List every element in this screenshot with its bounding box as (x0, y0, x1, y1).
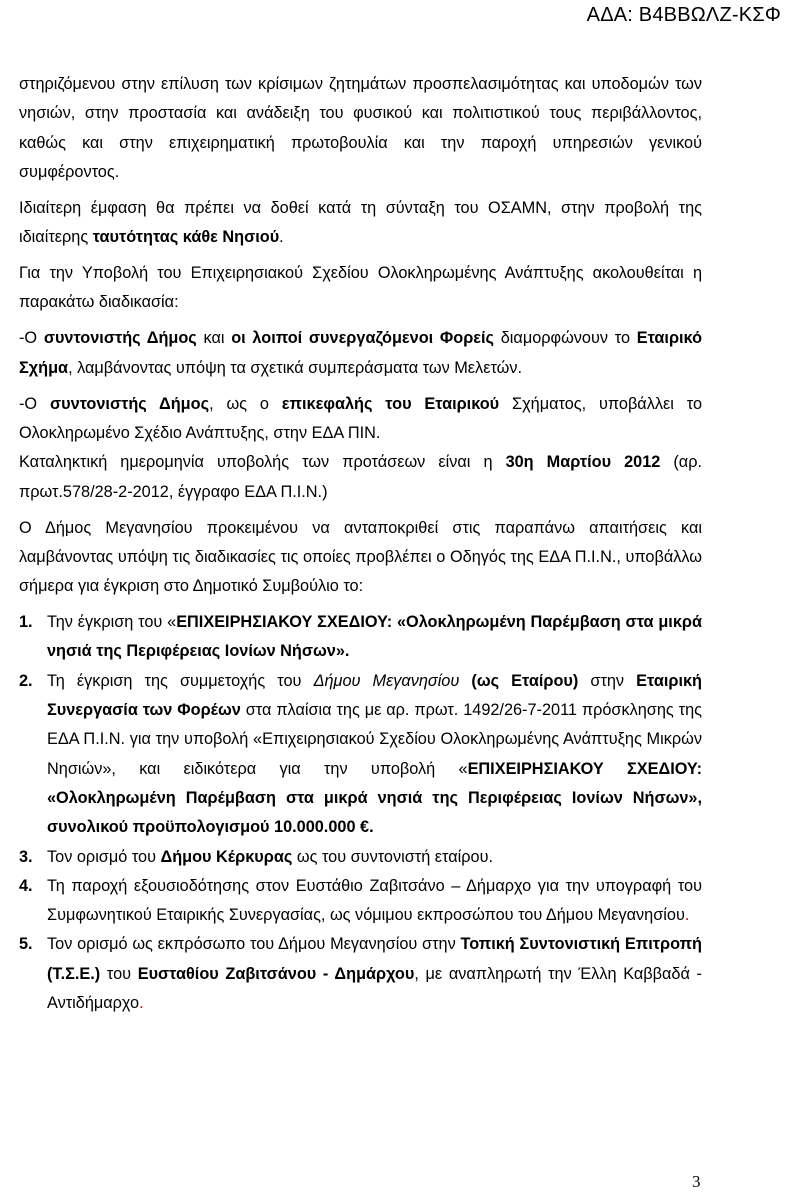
list-item-text (47, 608, 702, 667)
list-item-text (47, 872, 702, 931)
list-number: 1. (19, 613, 33, 632)
p4-text-3: διαμορφώνουν το (494, 329, 637, 348)
i2-text-1: Τη έγκριση της συμμετοχής του (47, 671, 314, 690)
i5-red-period: . (139, 994, 144, 1013)
p4-text-4: , λαμβάνοντας υπόψη τα σχετικά συμπεράσματα των Μελετών. (68, 358, 523, 377)
i2-bold-1: (ως Εταίρου) (459, 671, 579, 690)
p6-text-1: Καταληκτική ημερομηνία υποβολής των προτάσεων είναι η (19, 453, 506, 472)
numbered-list (19, 608, 702, 1018)
paragraph-4 (19, 324, 702, 383)
p2-text-1: Ιδιαίτερη έμφαση θα πρέπει να δοθεί κατά τη σύνταξη του ΟΣΑΜΝ, στην προβολή της ιδιαίτερης (19, 198, 702, 247)
i2-bold-2: Εταιρική Συνεργασία των Φορέων (47, 671, 702, 720)
i3-bold-1: Δήμου Κέρκυρας (160, 847, 293, 866)
p5-text-1: -Ο (19, 394, 50, 413)
i2-bold-3: ΕΠΙΧΕΙΡΗΣΙΑΚΟΥ ΣΧΕΔΙΟΥ: «Ολοκληρωμένη Παρέμβαση στα μικρά νησιά της Περιφέρειας Ιονίων Νήσων», συνολικού προϋπολογισμού 10.000.000 €. (47, 759, 703, 837)
p5-text-2: , ως ο (209, 394, 282, 413)
list-item-2 (19, 667, 702, 843)
paragraph-2 (19, 194, 702, 253)
i4-text-1: Τη παροχή εξουσιοδότησης στον Ευστάθιο Ζαβιτσάνο – Δήμαρχο για την υπογραφή του Συμφωνητικού Εταιρικής Συνεργασίας, ως νόμιμου εκπροσώπου του Δήμου Μεγανησίου (47, 876, 702, 925)
i2-text-2: στην (578, 671, 637, 690)
list-item-text (47, 843, 702, 872)
i2-italic-1: Δήμου Μεγανησίου (313, 671, 460, 690)
list-item-5 (19, 930, 702, 1018)
p4-bold-2: οι λοιποί συνεργαζόμενοι Φορείς (231, 329, 495, 348)
page-number: 3 (692, 1172, 701, 1191)
p5-bold-2: επικεφαλής του Εταιρικού (281, 394, 500, 413)
i3-text-2: ως του συντονιστή εταίρου. (292, 847, 494, 866)
list-number: 5. (19, 935, 33, 954)
paragraph-3: Για την Υποβολή του Επιχειρησιακού Σχεδίου Ολοκληρωμένης Ανάπτυξης ακολουθείται η παρακάτω διαδικασία: (19, 264, 702, 312)
p5-bold-1: συντονιστής Δήμος (49, 394, 210, 413)
p4-bold-1: συντονιστής Δήμος (43, 329, 197, 348)
ada-code: ΑΔΑ: Β4ΒΒΩΛΖ-ΚΣΦ (586, 4, 781, 26)
list-item-1 (19, 608, 702, 667)
p2-bold-1: ταυτότητας κάθε Νησιού (92, 228, 280, 247)
p4-bold-3: Εταιρικό Σχήμα (19, 329, 703, 377)
i1-text-1: Την έγκριση του « (47, 613, 177, 632)
p6-text-2: (αρ. πρωτ.578/28-2-2012, έγγραφο ΕΔΑ Π.Ι.Ν.) (19, 453, 702, 501)
i5-text-3: , με αναπληρωτή την Έλλη Καββαδά - Αντιδήμαρχο (47, 964, 702, 1013)
paragraph-6 (19, 448, 702, 507)
paragraph-5 (19, 390, 702, 449)
i1-bold-1: ΕΠΙΧΕΙΡΗΣΙΑΚΟΥ ΣΧΕΔΙΟΥ: «Ολοκληρωμένη Παρέμβαση στα μικρά νησιά της Περιφέρειας Ιονίων Νήσων». (47, 613, 702, 661)
i5-text-2: του (100, 964, 138, 983)
i5-bold-2: Ευσταθίου Ζαβιτσάνου - Δημάρχου (137, 964, 415, 983)
list-item-text (47, 667, 702, 843)
p2-text-2: . (279, 228, 284, 247)
list-number: 4. (19, 876, 33, 895)
p4-text-1: -Ο (19, 329, 44, 348)
p4-text-2: και (196, 329, 232, 348)
p6-bold-1: 30η Μαρτίου 2012 (505, 453, 661, 472)
list-item-3 (19, 843, 702, 872)
document-body (19, 70, 702, 1018)
i3-text-1: Τον ορισμό του (47, 847, 161, 866)
i5-text-1: Τον ορισμό ως εκπρόσωπο του Δήμου Μεγανησίου στην (47, 935, 461, 954)
list-item-text (47, 930, 702, 1018)
p5-text-3: Σχήματος, υποβάλλει το Ολοκληρωμένο Σχέδιο Ανάπτυξης, στην ΕΔΑ ΠΙΝ. (19, 394, 702, 443)
list-number: 2. (19, 671, 33, 690)
list-number: 3. (19, 847, 33, 866)
i4-red-period: . (684, 906, 690, 925)
list-item-4 (19, 872, 702, 931)
paragraph-7: Ο Δήμος Μεγανησίου προκειμένου να ανταποκριθεί στις παραπάνω απαιτήσεις και λαμβάνοντας υπόψη τις διαδικασίες τις οποίες προβλέπει ο Οδηγός της ΕΔΑ Π.Ι.Ν., υποβάλλω σήμερα για έγκριση στο Δημοτικό Συμβούλιο το: (19, 518, 702, 596)
i2-text-3: στα πλαίσια της με αρ. πρωτ. 1492/26-7-2011 πρόσκλησης της ΕΔΑ Π.Ι.Ν. για την υποβολή «Επιχειρησιακού Σχεδίου Ολοκληρωμένης Ανάπτυξης Μικρών Νησιών», και ειδικότερα για την υποβολή « (47, 701, 703, 778)
i5-bold-1: Τοπική Συντονιστική Επιτροπή (Τ.Σ.Ε.) (47, 935, 702, 983)
paragraph-1: στηριζόμενου στην επίλυση των κρίσιμων ζητημάτων προσπελασιμότητας και υποδομών των νησιών, στην προστασία και ανάδειξη του φυσικού και πολιτιστικού τους περιβάλλοντος, καθώς και στην επιχειρηματική πρωτοβουλία και την παροχή υπηρεσιών γενικού συμφέροντος. (19, 75, 702, 181)
